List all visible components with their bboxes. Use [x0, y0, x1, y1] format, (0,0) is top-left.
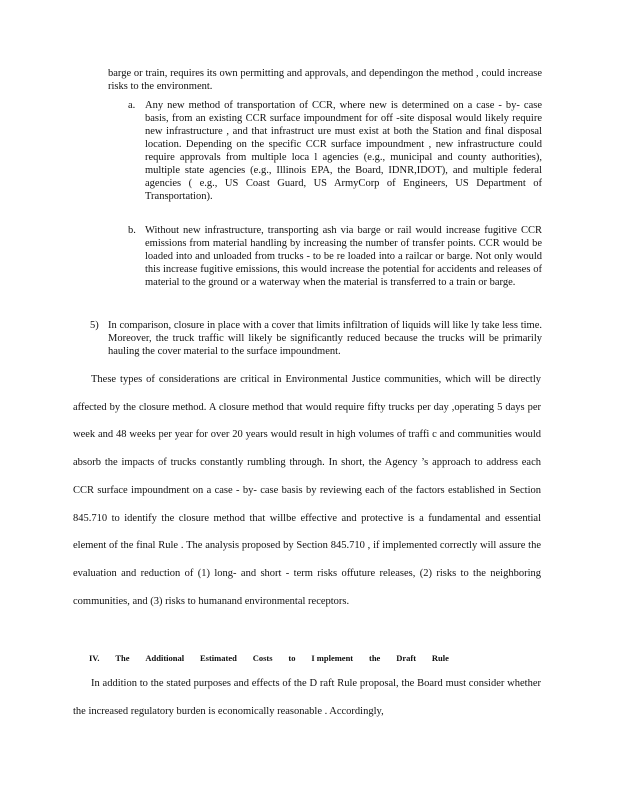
section-title-word: Additional — [145, 653, 185, 663]
section-title-word: to — [288, 653, 296, 663]
section-title-word: I mplement — [311, 653, 354, 663]
section-number: IV. — [89, 653, 100, 663]
section-title-word: the — [369, 653, 381, 663]
section-title-word: The — [115, 653, 130, 663]
continuation-text: barge or train, requires its own permitting and approvals, and dependingon the method , could increase risks to the environment. — [108, 68, 542, 92]
section-title-word: Estimated — [199, 653, 237, 663]
section-title-word: Draft — [396, 653, 417, 663]
section-title-word: Rule — [431, 653, 449, 663]
list-marker-5: 5) — [90, 320, 99, 331]
section-heading — [89, 652, 449, 664]
list-item-a-text: Any new method of transportation of CCR, where new is determined on a case - by- case basis, from an existing CCR surface impoundment for off -site disposal would likely require new infrastructure , and that infrastruct ure must exist at both the Station and final disposal location. Depending on the specific CCR surface impoundment , new infrastructure could require approvals from multiple loca l agencies (e.g., municipal and county authorities), multiple state agencies (e.g., Illinois EPA, the Board, IDNR,IDOT), and multiple federal agencies ( e.g., US Coast Guard, US ArmyCorp of Engineers, US Department of Transportation). — [145, 100, 542, 202]
list-item-b-text: Without new infrastructure, transporting ash via barge or rail would increase fugitive CCR emissions from material handling by increasing the number of transfer points. CCR would be loaded into and unloaded from trucks - to be re loaded into a railcar or barge. Not only would this increase fugitive emissions, this would increase the potential for accidents and releases of material to the ground or a waterway when the material is transferred to a train or barge. — [145, 225, 542, 288]
list-marker-b: b. — [128, 225, 136, 236]
list-item-5-text: In comparison, closure in place with a cover that limits infiltration of liquids will like ly take less time. Moreover, the truck traffic will likely be significantly reduced because the trucks will be primarily hauling the cover material to the surface impoundment. — [108, 320, 542, 357]
body-paragraph-1-text: These types of considerations are critical in Environmental Justice communities, which will be directly affected by the closure method. A closure method that would require fifty trucks per day ,operating 5 days per week and 48 weeks per year for over 20 years would result in high volumes of traffi c and communities would absorb the impacts of trucks constantly rumbling through. In short, the Agency ’s approach to address each CCR surface impoundment on a case - by- case basis by reviewing each of the factors established in Section 845.710 to identify the closure method that willbe effective and protective is a fundamental and essential element of the final Rule . The analysis proposed by Section 845.710 , if implemented correctly will assure the evaluation and reduction of (1) long- and short - term risks offuture releases, (2) risks to the neighboring communities, and (3) risks to humanand environmental receptors. — [73, 374, 541, 607]
body-paragraph-2-text: In addition to the stated purposes and effects of the D raft Rule proposal, the Board must consider whether the increased regulatory burden is economically reasonable . Accordingly, — [73, 678, 541, 717]
list-marker-a: a. — [128, 100, 136, 111]
body-paragraph-2 — [73, 670, 541, 725]
continuation-paragraph — [108, 67, 542, 93]
section-title-word: Costs — [252, 653, 273, 663]
body-paragraph-1 — [73, 366, 541, 615]
